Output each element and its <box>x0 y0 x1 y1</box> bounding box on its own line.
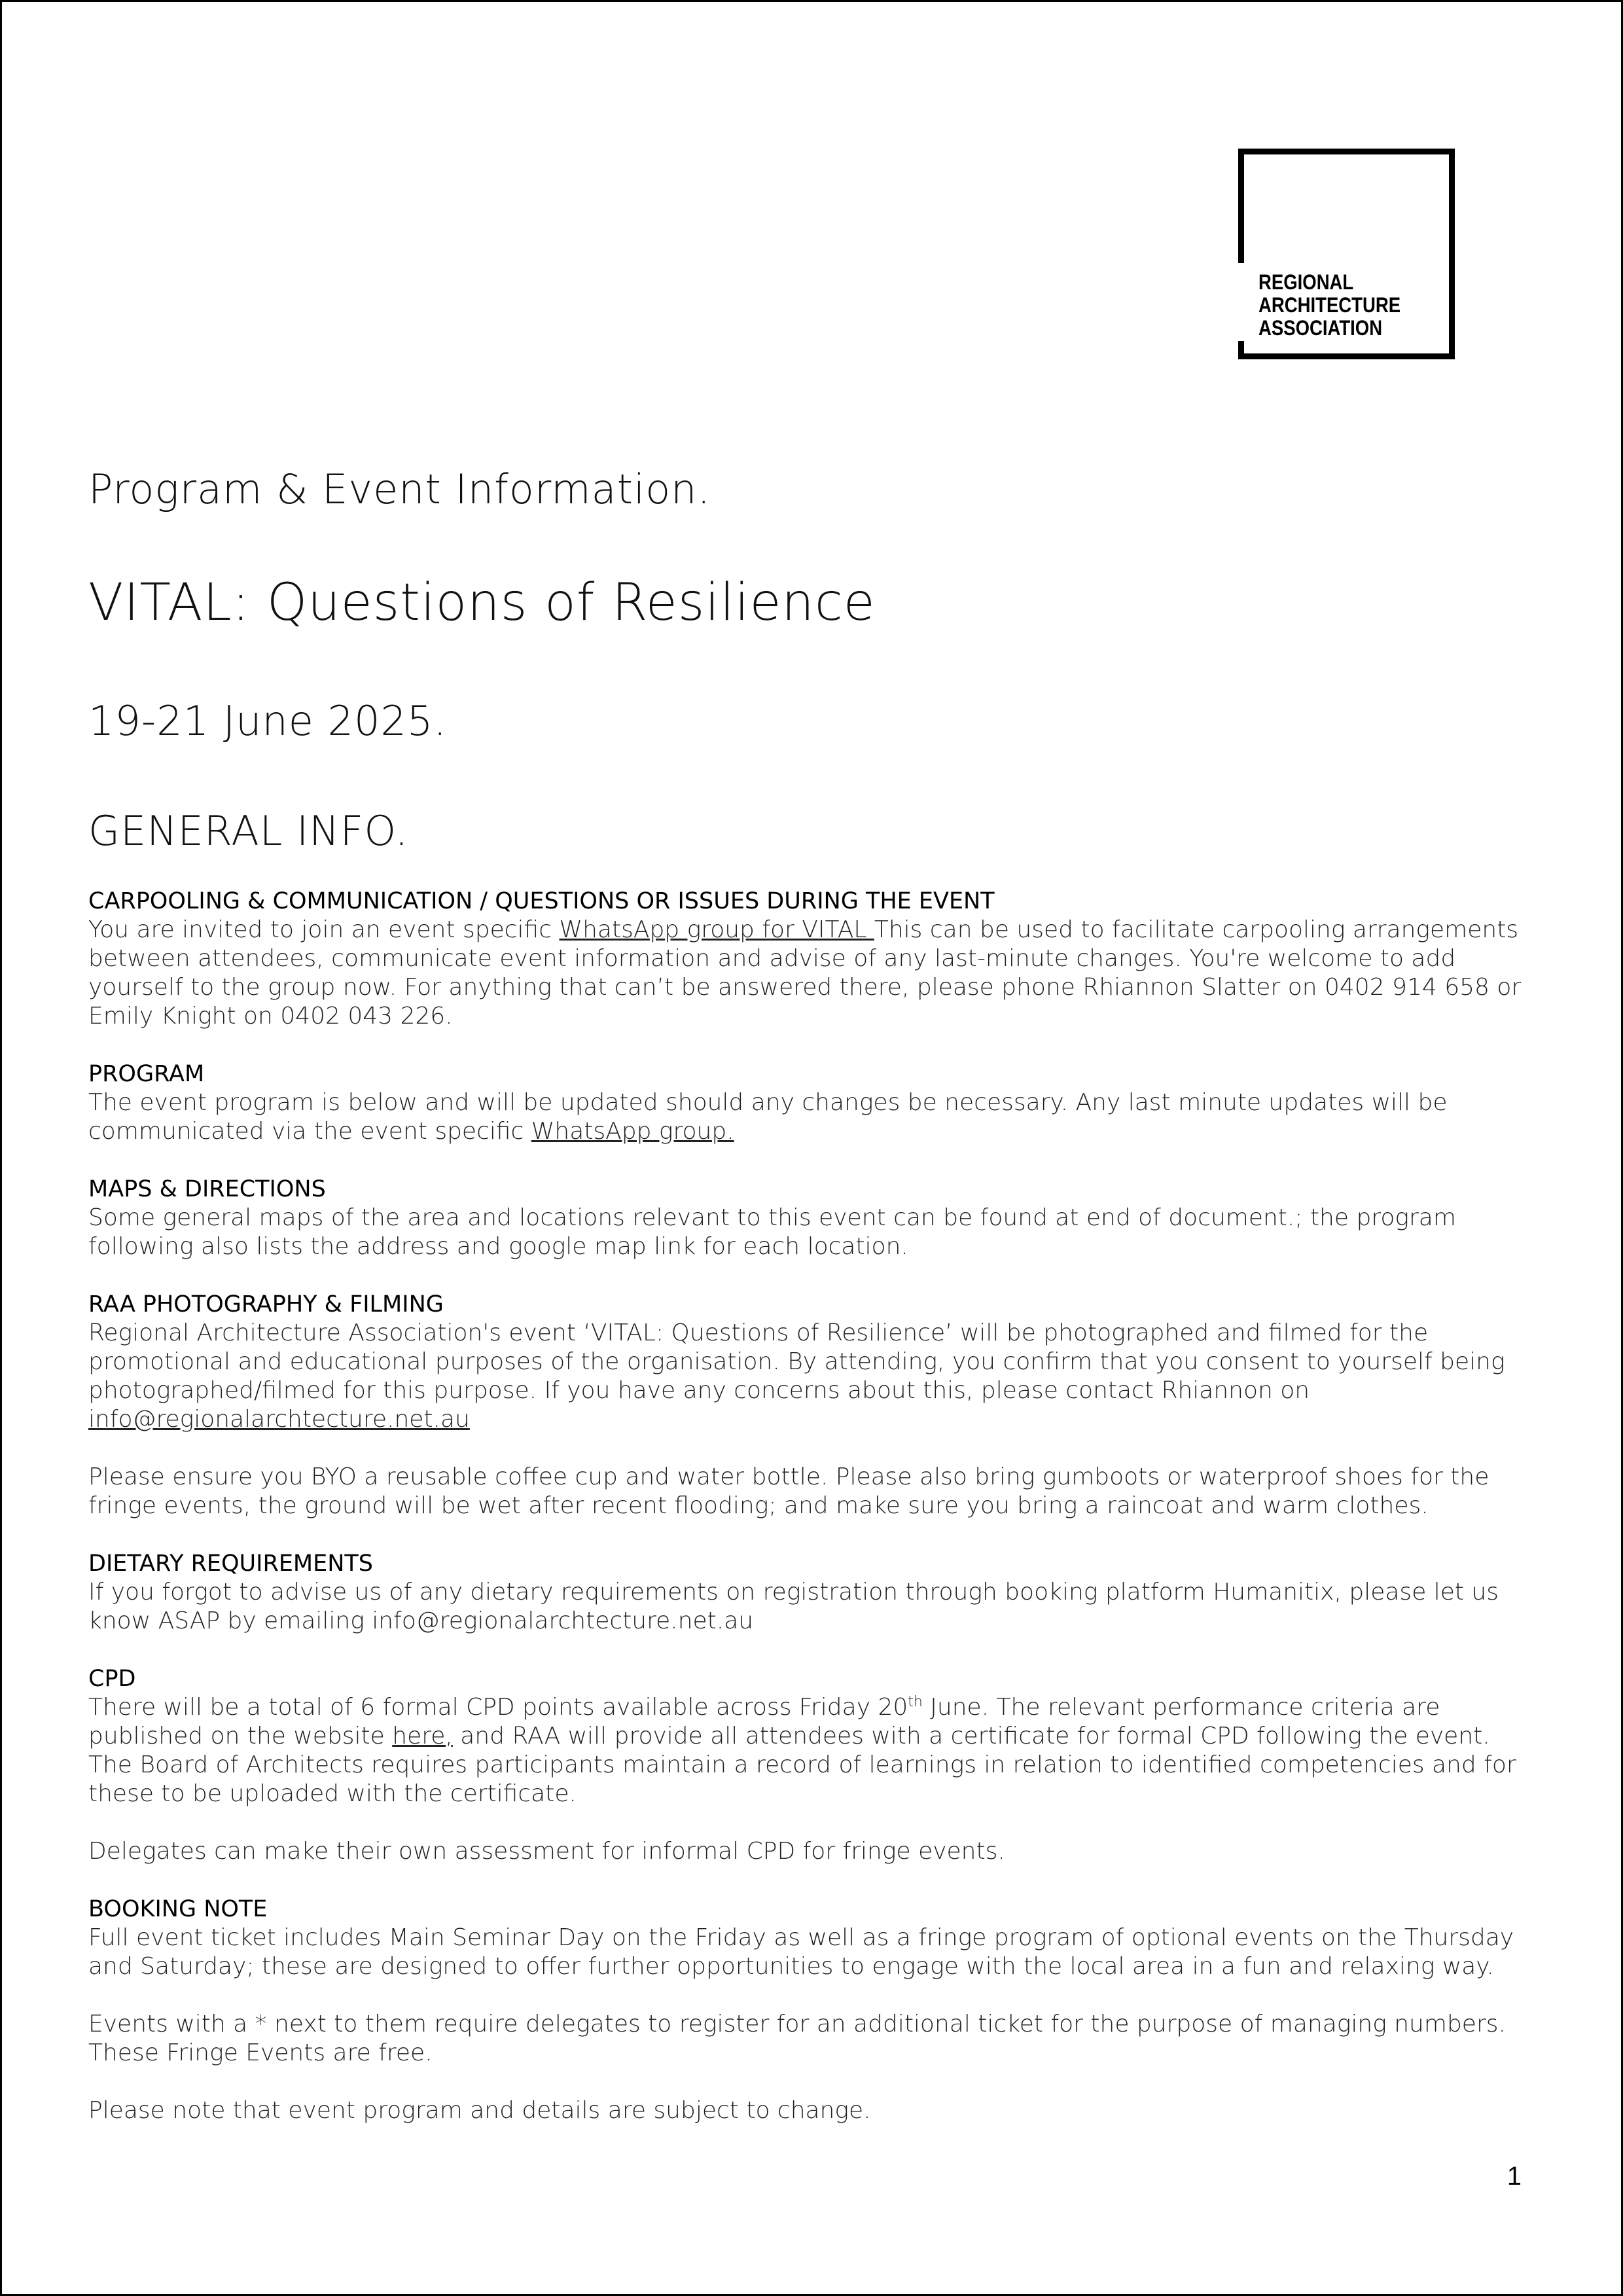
logo-line-2: ARCHITECTURE <box>1258 293 1401 317</box>
photography-heading: RAA PHOTOGRAPHY & FILMING <box>88 1291 444 1318</box>
document-body <box>88 460 1528 2125</box>
dietary-text: If you forgot to advise us of any dietary requirements on registration through booking platform Humanitix, please let us know ASAP by emailing info@regionalarchtecture.net.au <box>88 1579 1499 1634</box>
raa-logo <box>1244 149 1455 359</box>
carpooling-text-end: This can be used to facilitate carpooling arrangements between attendees, communicate event information and advise of any last-minute changes. You're welcome to add yourself to the group now. For anything that can’t be answered there, please phone Rhiannon Slatter on 0402 914 658 or Emily Knight on 0402 043 226. <box>88 916 1522 1030</box>
cpd-text-3: and RAA will provide all attendees with a certificate for formal CPD following the event. The Board of Architects requires participants maintain a record of learnings in relation to identified competencies and for these to be uploaded with the certificate. <box>88 1723 1516 1807</box>
cpd-heading: CPD <box>88 1666 136 1692</box>
cpd-text-2: June. The relevant performance criteria are published on the website <box>88 1694 1440 1749</box>
booking-text-3: Please note that event program and details are subject to change. <box>88 2097 871 2124</box>
carpooling-heading: CARPOOLING & COMMUNICATION / QUESTIONS OR ISSUES DURING THE EVENT <box>88 888 995 914</box>
page-number: 1 <box>1507 2162 1522 2191</box>
contact-email-link[interactable]: info@regionalarchtecture.net.au <box>88 1406 470 1433</box>
page-title: VITAL: Questions of Resilience <box>88 573 876 632</box>
booking-text-2: Events with a * next to them require delegates to register for an additional ticket for the purpose of managing numbers. These Fringe Events are free. <box>88 2011 1506 2066</box>
document-subtitle: Program & Event Information. <box>88 465 711 513</box>
photography-text <box>88 1319 1528 1434</box>
whatsapp-group-link[interactable]: WhatsApp group for VITAL <box>559 916 874 943</box>
cpd-informal-text: Delegates can make their own assessment for informal CPD for fringe events. <box>88 1838 1005 1865</box>
cpd-criteria-link[interactable]: here, <box>392 1723 453 1749</box>
whatsapp-group-link-2[interactable]: WhatsApp group. <box>531 1118 734 1145</box>
maps-heading: MAPS & DIRECTIONS <box>88 1176 326 1202</box>
carpooling-text <box>88 916 1528 1031</box>
booking-heading: BOOKING NOTE <box>88 1896 268 1922</box>
dietary-heading: DIETARY REQUIREMENTS <box>88 1551 374 1577</box>
logo-line-1: REGIONAL <box>1258 270 1354 294</box>
general-info-heading: GENERAL INFO. <box>88 807 409 855</box>
logo-line-3: ASSOCIATION <box>1258 316 1383 340</box>
cpd-text <box>88 1693 1528 1808</box>
booking-text-1: Full event ticket includes Main Seminar Day on the Friday as well as a fringe program of optional events on the Thursday and Saturday; these are designed to offer further opportunities to engage with the local area in a fun and relaxing way. <box>88 1924 1514 1980</box>
carpooling-text-start: You are invited to join an event specific <box>88 916 560 943</box>
cpd-text-1: There will be a total of 6 formal CPD points available across Friday 20 <box>88 1694 908 1721</box>
info-sections <box>88 887 1528 2125</box>
byo-text: Please ensure you BYO a reusable coffee cup and water bottle. Please also bring gumboots or waterproof shoes for the fringe events, the ground will be wet after recent flooding; and make sure you bring a raincoat and warm clothes. <box>88 1463 1489 1519</box>
program-text <box>88 1088 1528 1146</box>
photography-text-body: Regional Architecture Association's event ‘VITAL: Questions of Resilience’ will be photographed and filmed for the promotional and educational purposes of the organisation. By attending, you confirm that you consent to yourself being photographed/filmed for this purpose. If you have any concerns about this, please contact Rhiannon on <box>88 1319 1505 1404</box>
logo-text <box>1258 271 1400 340</box>
event-date: 19-21 June 2025. <box>88 697 448 745</box>
maps-text: Some general maps of the area and locations relevant to this event can be found at end of document.; the program following also lists the address and google map link for each location. <box>88 1204 1456 1260</box>
program-text-start: The event program is below and will be updated should any changes be necessary. Any last minute updates will be communicated via the event specific <box>88 1089 1448 1145</box>
program-heading: PROGRAM <box>88 1061 205 1087</box>
cpd-superscript: th <box>908 1694 923 1710</box>
